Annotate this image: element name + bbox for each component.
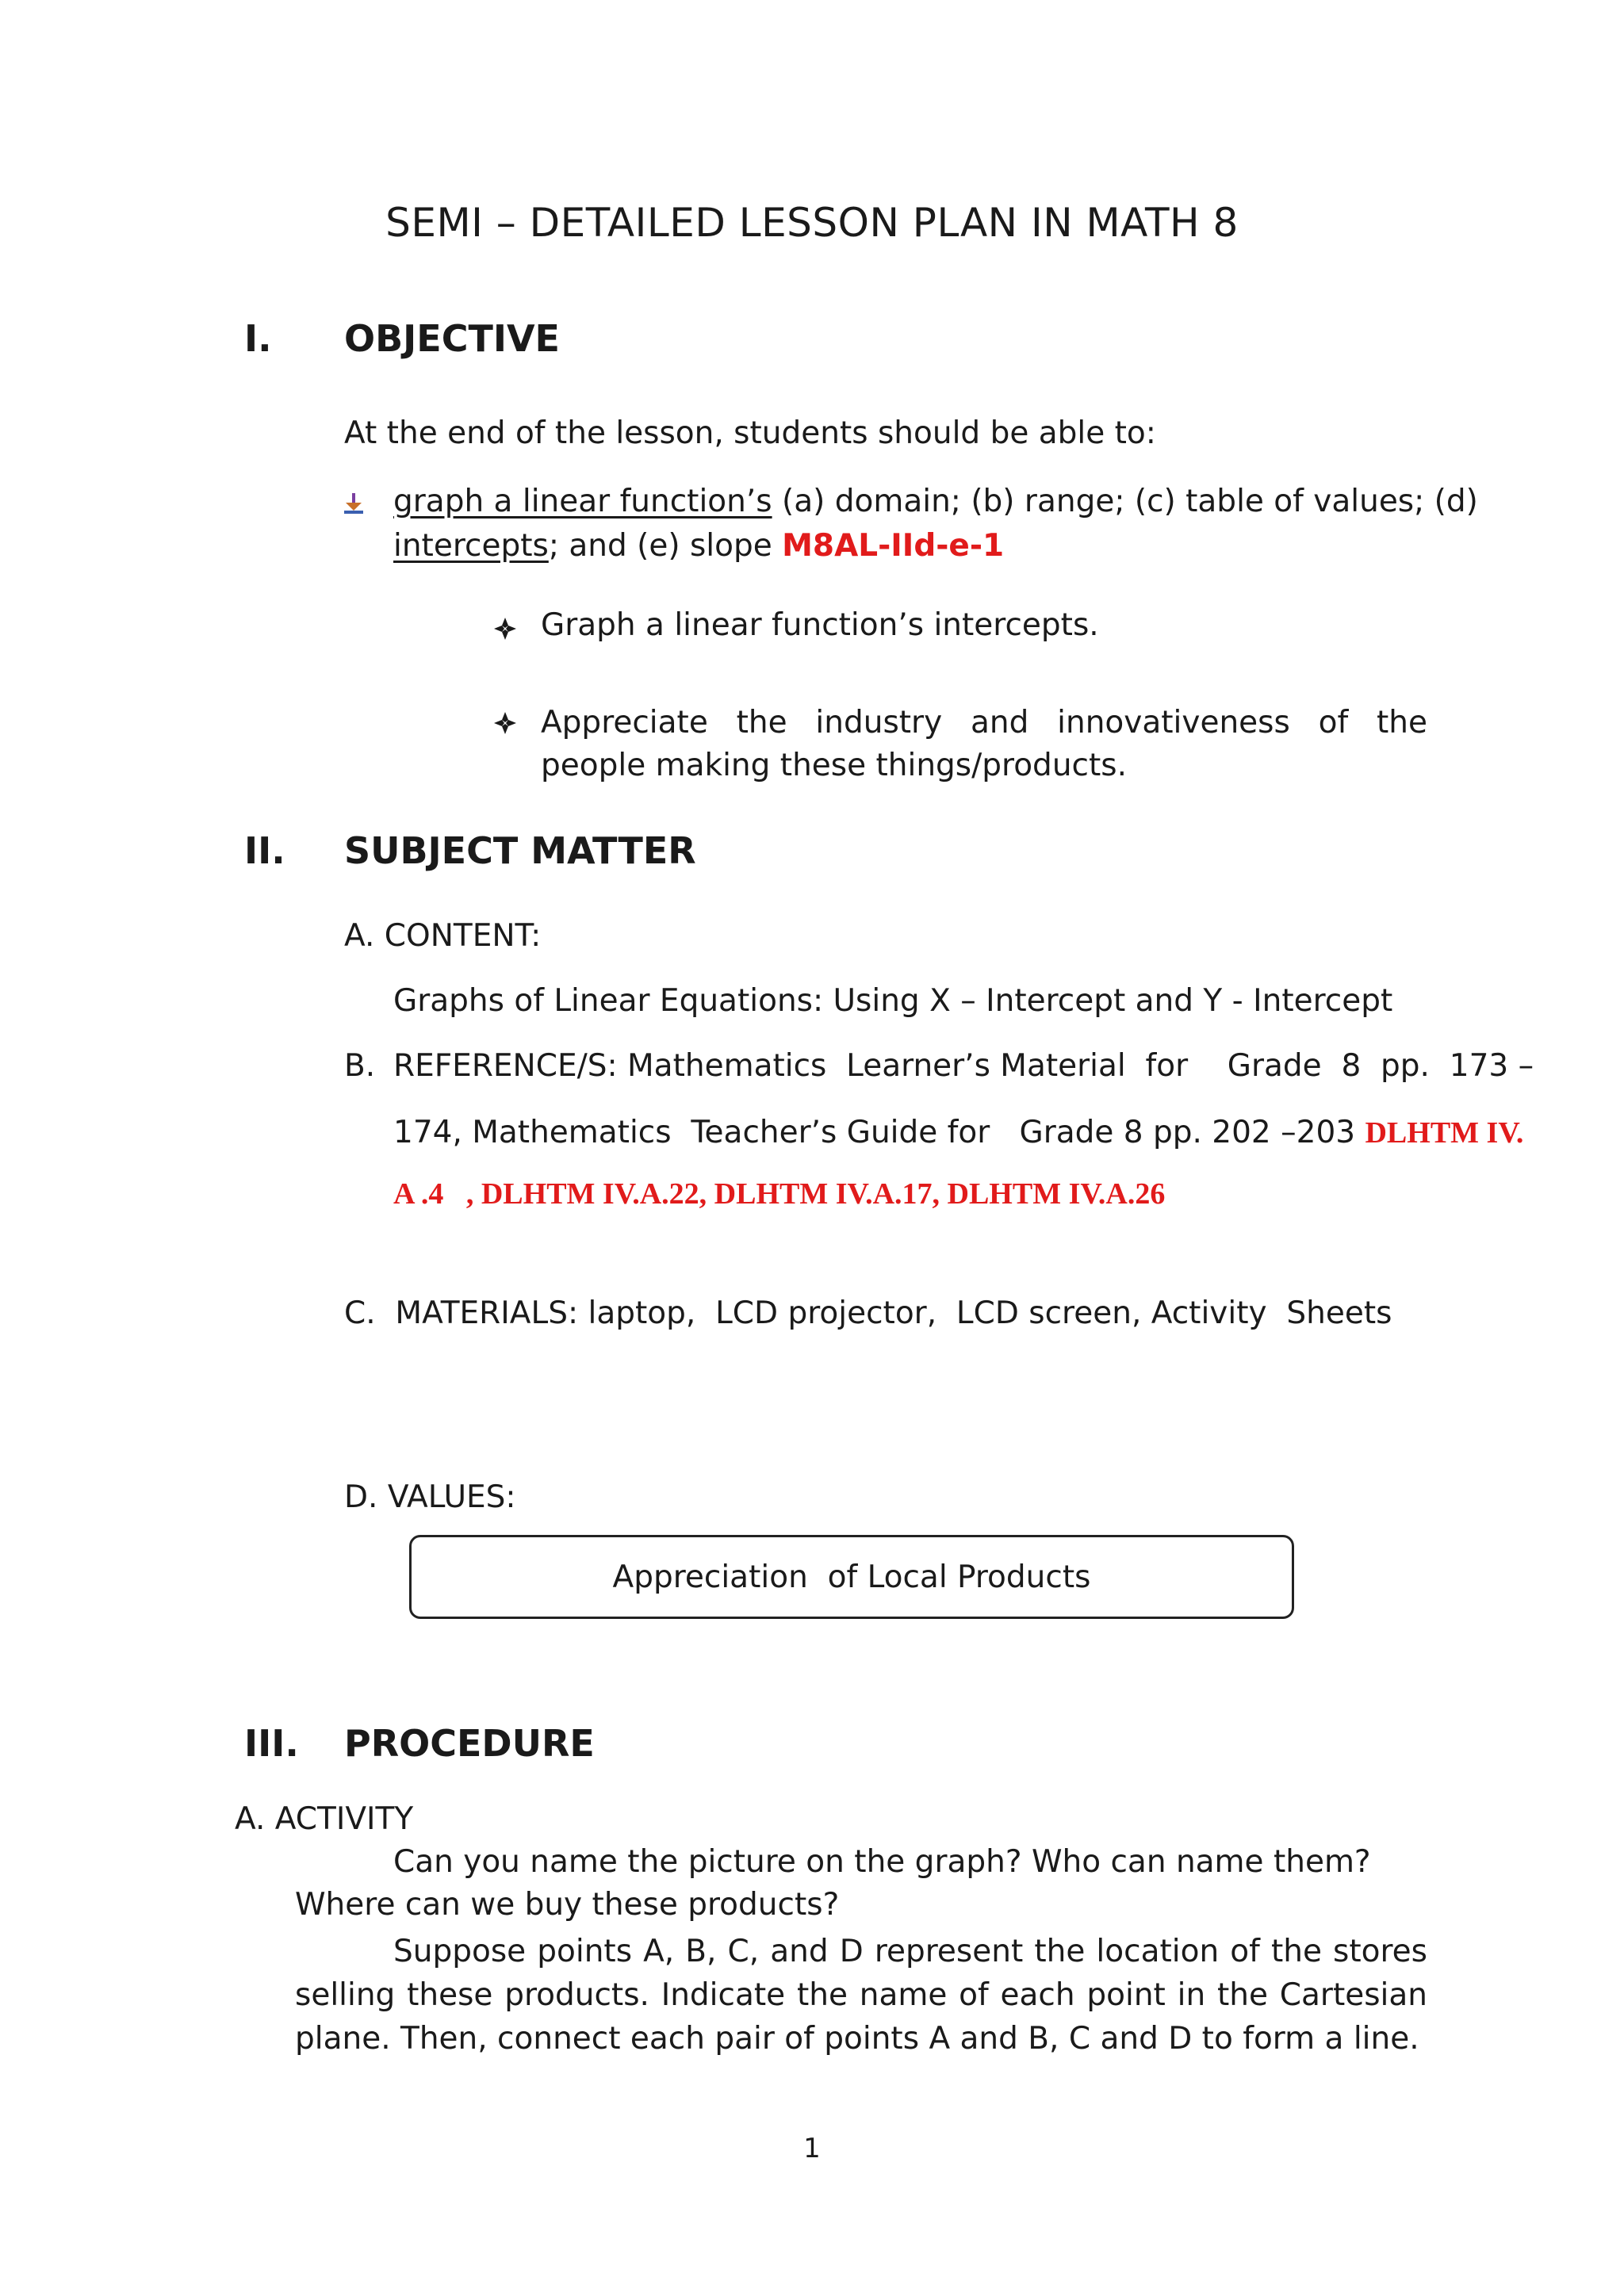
content-label: A. CONTENT:	[344, 918, 542, 954]
values-label: D. VALUES:	[344, 1479, 516, 1515]
section-heading-procedure: PROCEDURE	[344, 1722, 595, 1765]
content-text: Graphs of Linear Equations: Using X – Intercept and Y - Intercept	[393, 983, 1393, 1019]
arrow-bullet-icon	[343, 492, 365, 515]
objective-bullet-underlined-2: intercepts	[393, 528, 549, 564]
reference-line-2-text: 174, Mathematics Teacher’s Guide for Grade 8 pp. 202 –203	[393, 1115, 1365, 1150]
values-box-text: Appreciation of Local Products	[612, 1559, 1091, 1595]
page-number: 1	[803, 2133, 821, 2164]
objective-sub-item-2: Appreciate the industry and innovativeness of the people making these things/products.	[541, 705, 1427, 783]
activity-paragraph-1-line-2: Where can we buy these products?	[295, 1887, 840, 1923]
reference-code-1: DLHTM IV.	[1365, 1116, 1524, 1150]
objective-intro: At the end of the lesson, students should be able to:	[344, 415, 1156, 451]
diamond-bullet-icon	[493, 711, 517, 735]
reference-line-2	[393, 1115, 1523, 1150]
section-heading-objective: OBJECTIVE	[344, 317, 560, 360]
section-heading-subject-matter: SUBJECT MATTER	[344, 829, 696, 872]
objective-bullet-text-2: ; and (e) slope	[548, 528, 783, 564]
activity-paragraph-1-line-1: Can you name the picture on the graph? Who can name them?	[393, 1844, 1371, 1880]
objective-bullet-line2	[393, 528, 1004, 564]
objective-bullet-text-1: (a) domain; (b) range; (c) table of values; (d)	[772, 484, 1478, 519]
section-number-subject-matter: II.	[244, 829, 285, 872]
objective-bullet-line1	[393, 484, 1478, 519]
section-number-procedure: III.	[244, 1722, 299, 1765]
values-box	[409, 1535, 1294, 1619]
activity-paragraph-2: Suppose points A, B, C, and D represent the location of the stores selling these products. Indicate the name of each point in the Cartesian plane. Then, connect each pair of points A and B, C and D to form a line.	[295, 1934, 1427, 2057]
diamond-bullet-icon	[493, 617, 517, 641]
objective-bullet-underlined-1: graph a linear function’s	[393, 484, 772, 519]
page-title: SEMI – DETAILED LESSON PLAN IN MATH 8	[385, 200, 1239, 246]
reference-label: B.	[344, 1048, 376, 1084]
reference-code-2: A .4 , DLHTM IV.A.22, DLHTM IV.A.17, DLHTM IV.A.26	[393, 1177, 1166, 1211]
reference-line-1: REFERENCE/S: Mathematics Learner’s Material for Grade 8 pp. 173 –	[393, 1048, 1534, 1084]
materials-line: C. MATERIALS: laptop, LCD projector, LCD screen, Activity Sheets	[344, 1295, 1392, 1331]
objective-sub-item-1: Graph a linear function’s intercepts.	[541, 607, 1099, 643]
section-number-objective: I.	[244, 317, 272, 360]
activity-label: A. ACTIVITY	[235, 1801, 414, 1837]
competency-code: M8AL-IId-e-1	[782, 528, 1005, 564]
